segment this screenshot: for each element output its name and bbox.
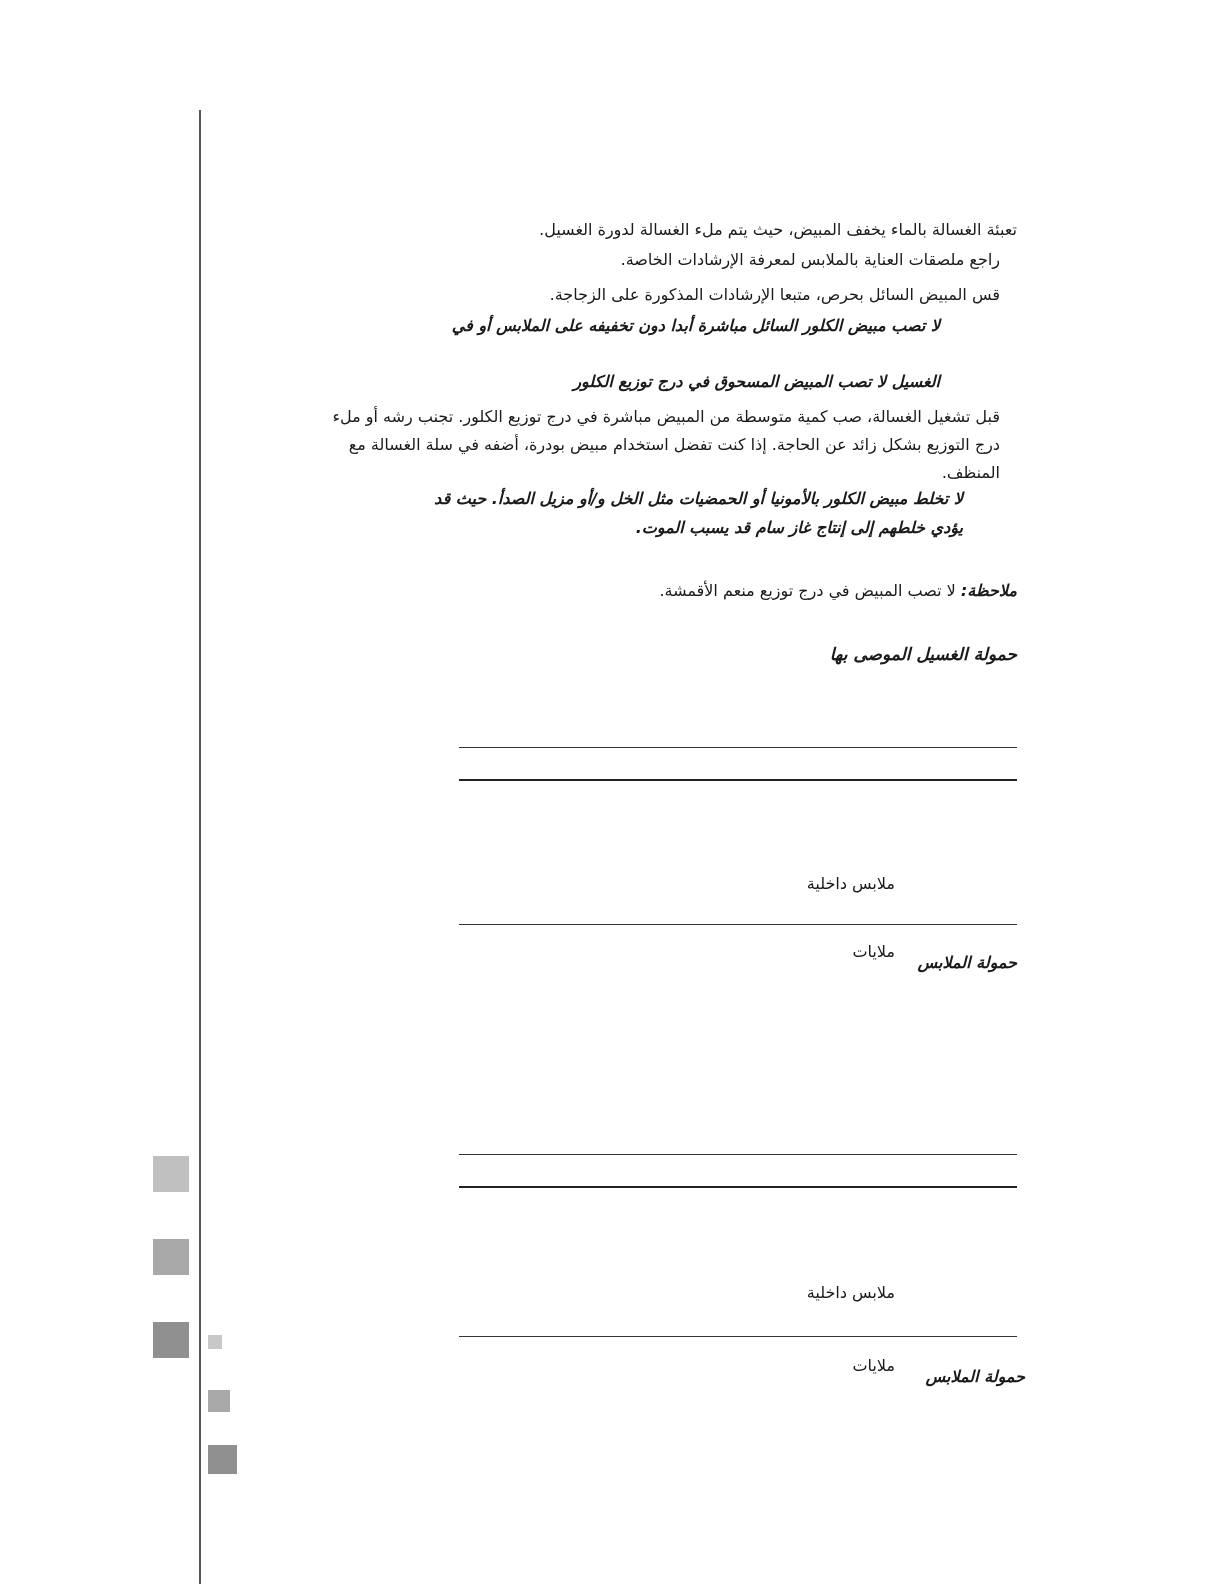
decor-square-medium-dark [208,1445,237,1474]
warning-2-line-2: يؤدي خلطهم إلى إنتاج غاز سام قد يسبب الموت. [635,518,963,537]
decor-square-large-light [153,1156,189,1192]
table-1-rule-row [459,924,1017,925]
note-text: لا تصب المبيض في درج توزيع منعم الأقمشة. [659,581,956,600]
table-2-sheets: ملايات [852,1356,895,1375]
instruction-paragraph: قبل تشغيل الغسالة، صب كمية متوسطة من المبيض مباشرة في درج توزيع الكلور. تجنب رشه أو ملء درج التوزيع بشكل زائد عن الحاجة. إذا كنت تفضل استخدام مبيض بودرة، أضفه في سلة الغسالة مع المنظف. [332,407,1000,482]
table-1-rule-top [459,747,1017,748]
warning-1-line-1: لا تصب مبيض الكلور السائل مباشرة أبدا دون تخفيفه على الملابس أو في [451,316,940,335]
instruction-line-1: تعبئة الغسالة بالماء يخفف المبيض، حيث يتم ملء الغسالة لدورة الغسيل. [539,220,1017,239]
table-1-sheets: ملايات [852,942,895,961]
table-1-load-label: حمولة الملابس [917,953,1017,972]
note [659,580,1017,602]
decor-square-medium [208,1390,230,1412]
table-2-load-label: حمولة الملابس [925,1367,1025,1386]
decor-square-large-mid [153,1239,189,1275]
table-1-underwear: ملابس داخلية [806,874,895,893]
decor-square-large-dark [153,1322,189,1358]
table-2-rule-header [459,1186,1017,1188]
note-label: ملاحظة: [960,581,1017,600]
section-heading: حمولة الغسيل الموصى بها [829,645,1017,665]
margin-rule [199,110,201,1584]
instruction-line-3: قس المبيض السائل بحرص، متبعا الإرشادات المذكورة على الزجاجة. [549,285,1000,304]
warning-2-line-1: لا تخلط مبيض الكلور بالأمونيا أو الحمضيات مثل الخل و/أو مزيل الصدأ. حيث قد [434,489,963,508]
decor-square-small [208,1335,222,1349]
table-2-rule-top [459,1154,1017,1155]
instruction-line-2: راجع ملصقات العناية بالملابس لمعرفة الإرشادات الخاصة. [620,250,1000,269]
table-1-rule-header [459,779,1017,781]
table-2-rule-row [459,1336,1017,1337]
warning-1-line-2: الغسيل لا تصب المبيض المسحوق في درج توزيع الكلور [573,372,940,391]
table-2-underwear: ملابس داخلية [806,1283,895,1302]
